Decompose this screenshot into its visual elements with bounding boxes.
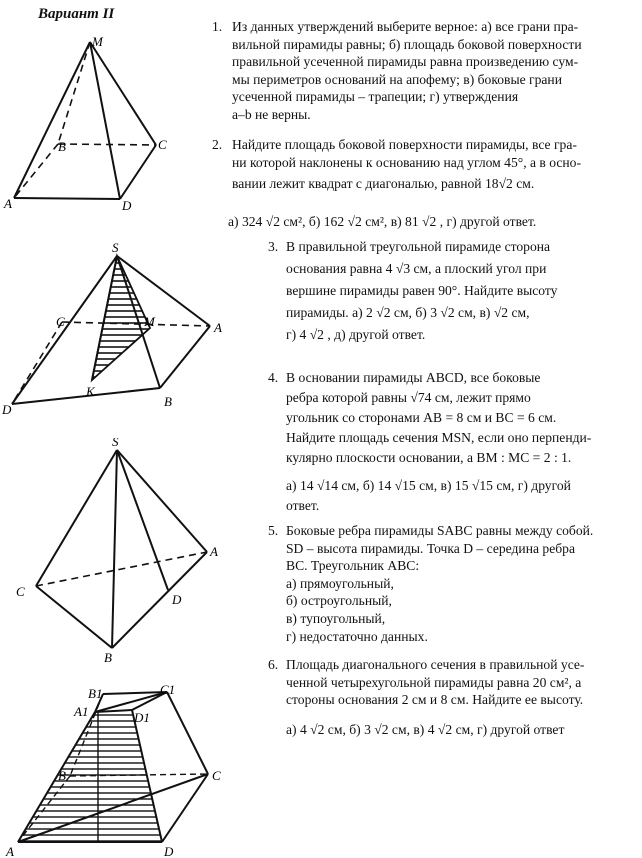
question-line: SD – высота пирамиды. Точка D – середина ребра bbox=[286, 540, 575, 556]
edge-sb bbox=[112, 450, 117, 648]
question-line: а) 14 √14 см, б) 14 √15 см, в) 15 √15 см, г) другой bbox=[286, 478, 571, 493]
question-line: а) прямоугольный, bbox=[286, 575, 394, 591]
edge-bc-hidden bbox=[58, 144, 156, 145]
question-line: стороны основания 2 см и 8 см. Найдите ее высоту. bbox=[286, 692, 584, 708]
label-d: D bbox=[164, 844, 174, 858]
label-c1: C1 bbox=[160, 682, 176, 697]
figure-pyramid-section bbox=[0, 236, 240, 436]
label-c: C bbox=[56, 314, 65, 329]
label-d: D bbox=[172, 592, 182, 607]
question-2-answers: а) 324 √2 см², б) 162 √2 см², в) 81 √2 , г) другой ответ. bbox=[228, 214, 537, 229]
edge-dc bbox=[120, 145, 156, 199]
label-b1: B1 bbox=[88, 686, 103, 701]
edge-ba bbox=[160, 326, 210, 388]
question-line: усеченной пирамиды – трапеции; г) утверждения bbox=[232, 89, 519, 105]
label-b: B bbox=[104, 650, 112, 665]
question-line: В основании пирамиды ABCD, все боковые bbox=[286, 370, 541, 385]
question-line: Площадь диагонального сечения в правильной усе- bbox=[286, 657, 585, 672]
question-line: вильной пирамиды равны; б) площадь боковой поверхности bbox=[232, 36, 582, 52]
question-line: Найдите площадь боковой поверхности пирамиды, все гра- bbox=[232, 137, 577, 152]
edge-sc bbox=[36, 450, 117, 586]
diag-a1c1 bbox=[95, 692, 167, 712]
question-line: кулярно плоскости основании, а BM : MC = 2 : 1. bbox=[286, 450, 572, 465]
question-number: 4. bbox=[268, 370, 279, 385]
question-line: В правильной треугольной пирамиде сторона bbox=[286, 239, 551, 254]
label-b: B bbox=[164, 394, 172, 409]
question-line: Из данных утверждений выберите верное: а) все грани пра- bbox=[232, 19, 579, 34]
question-line: вании лежит квадрат с диагональю, равной 18√2 см. bbox=[232, 176, 535, 192]
label-c: C bbox=[16, 584, 25, 599]
edge-ad bbox=[14, 198, 120, 199]
label-c: C bbox=[212, 768, 221, 783]
question-line: правильной усеченной пирамиды равна произведению сум- bbox=[232, 54, 579, 70]
question-number: 3. bbox=[268, 239, 279, 254]
question-line: г) недостаточно данных. bbox=[286, 628, 428, 644]
label-m: M bbox=[144, 314, 155, 329]
question-line: пирамиды. а) 2 √2 см, б) 3 √2 см, в) √2 см, bbox=[286, 305, 530, 320]
question-number: 1. bbox=[212, 19, 223, 34]
label-c: C bbox=[158, 137, 167, 152]
question-line: а–b не верны. bbox=[232, 106, 311, 122]
question-line: Найдите площадь сечения MSN, если оно перпенди- bbox=[286, 430, 592, 445]
question-6-answers: а) 4 √2 см, б) 3 √2 см, в) 4 √2 см, г) другой ответ bbox=[286, 722, 565, 737]
label-d: D bbox=[122, 198, 132, 213]
question-line: г) 4 √2 , д) другой ответ. bbox=[286, 327, 426, 342]
question-number: 6. bbox=[268, 657, 279, 672]
question-line: вершине пирамиды равен 90°. Найдите высоту bbox=[286, 283, 558, 298]
label-b: B bbox=[58, 139, 66, 154]
label-a: A bbox=[6, 844, 14, 858]
label-d: D bbox=[2, 402, 12, 417]
question-line: мы периметров оснований на апофему; в) боковые грани bbox=[232, 71, 562, 87]
label-d1: D1 bbox=[134, 710, 150, 725]
question-line: б) остроугольный, bbox=[286, 593, 392, 609]
question-line: ответ. bbox=[286, 498, 320, 513]
figure-pyramid-mabcd bbox=[0, 28, 200, 218]
edge-c1c bbox=[167, 692, 208, 774]
question-number: 2. bbox=[212, 137, 223, 152]
question-line: в) тупоугольный, bbox=[286, 610, 386, 626]
question-line: ребра которой равны √74 см, лежит прямо bbox=[286, 390, 531, 405]
label-a: A bbox=[214, 320, 222, 335]
question-number: 5. bbox=[268, 523, 279, 538]
edge-cb bbox=[36, 586, 112, 648]
label-k: K bbox=[86, 384, 95, 399]
question-line: ни которой наклонены к основанию над углом 45°, а в осно- bbox=[232, 154, 582, 170]
label-s: S bbox=[112, 240, 119, 255]
edge-cd-hidden bbox=[12, 322, 62, 404]
question-line: Боковые ребра пирамиды SABC равны между собой. bbox=[286, 523, 594, 538]
label-a: A bbox=[210, 544, 218, 559]
label-s: S bbox=[112, 438, 119, 449]
variant-title: Вариант II bbox=[38, 6, 115, 22]
hatched-section bbox=[18, 710, 162, 842]
question-line: угольник со сторонами AB = 8 см и BC = 6 см. bbox=[286, 410, 557, 425]
question-line: основания равна 4 √3 см, а плоский угол при bbox=[286, 261, 547, 276]
question-line: ченной четырехугольной пирамиды равна 20 см², а bbox=[286, 674, 582, 690]
figure-pyramid-sabc bbox=[0, 438, 240, 668]
label-a1: A1 bbox=[74, 704, 89, 719]
label-b: B bbox=[58, 768, 66, 783]
question-line: BC. Треугольник ABC: bbox=[286, 558, 420, 574]
edge-mb-hidden bbox=[58, 42, 90, 144]
edge-dc bbox=[162, 774, 208, 842]
label-a: A bbox=[4, 196, 12, 211]
edge-ma bbox=[14, 42, 90, 198]
edge-ca-hidden bbox=[36, 552, 207, 586]
label-m: M bbox=[92, 34, 103, 49]
edge-sa bbox=[117, 450, 207, 552]
figure-frustum bbox=[0, 682, 240, 858]
